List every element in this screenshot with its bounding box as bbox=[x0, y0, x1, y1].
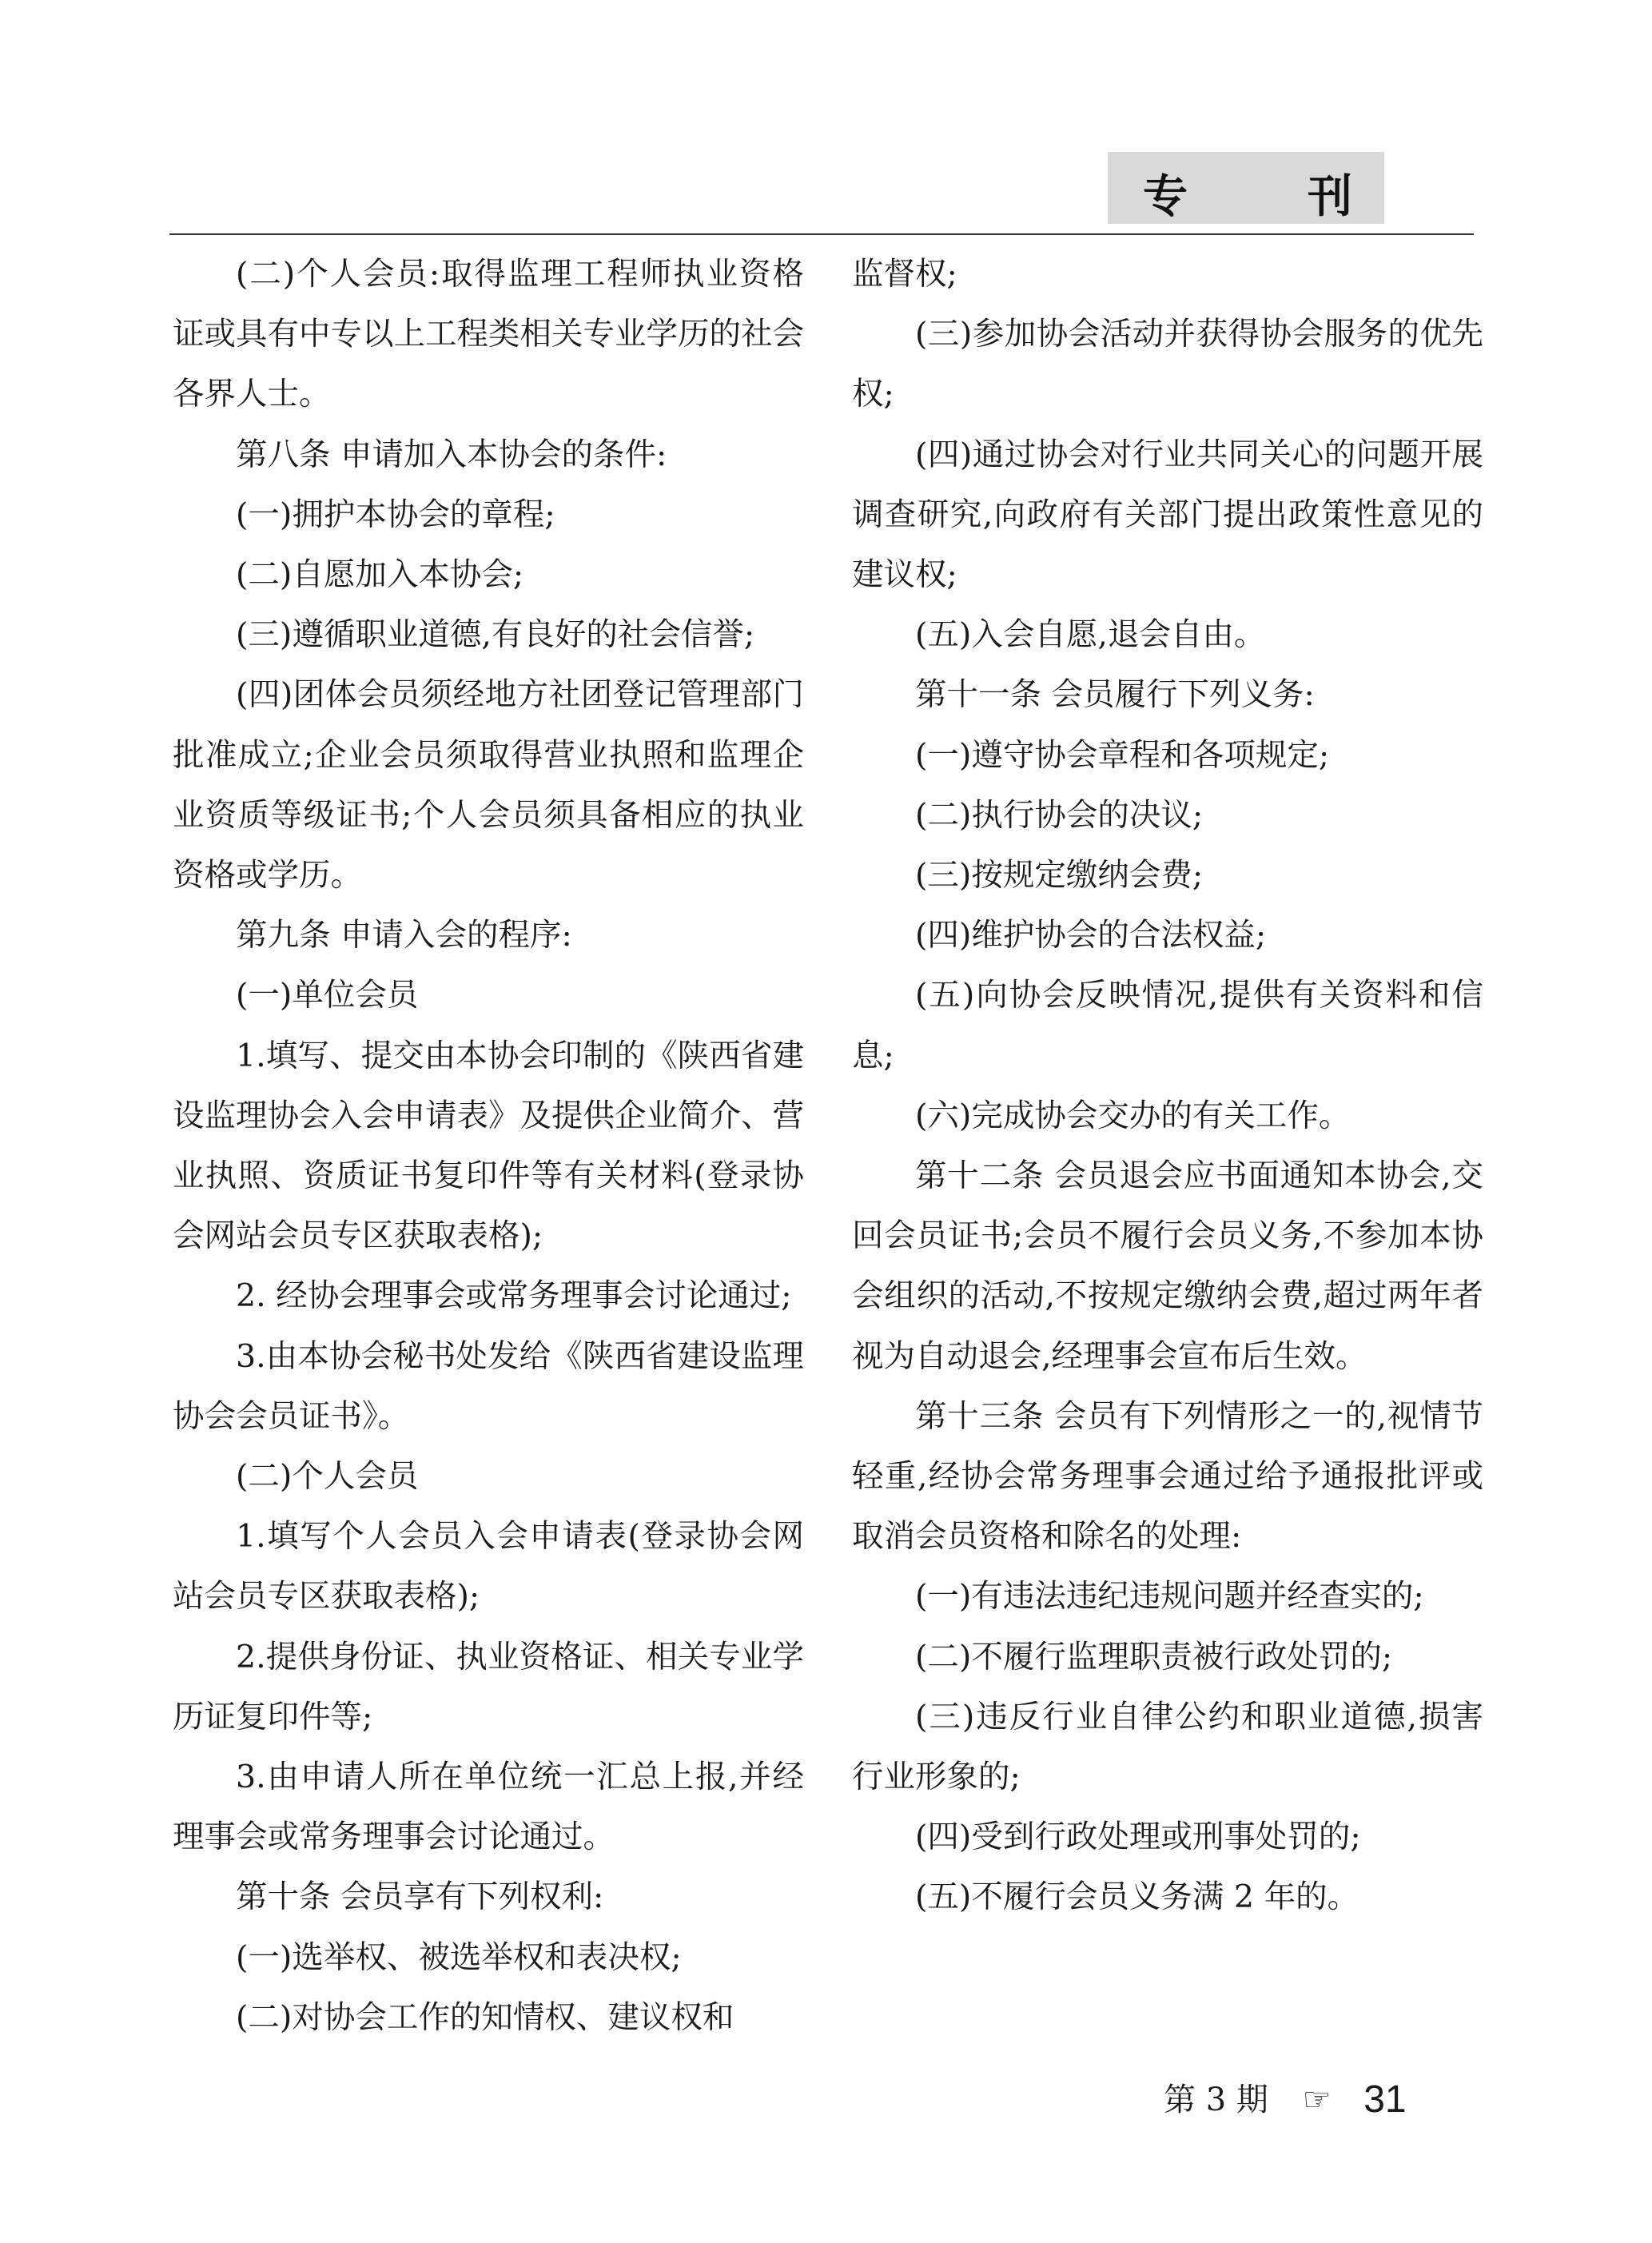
issue-label: 第 3 期 bbox=[1164, 2082, 1268, 2118]
paragraph: (五)入会自愿,退会自由。 bbox=[915, 616, 1266, 654]
paragraph: (五)不履行会员义务满 2 年的。 bbox=[915, 1878, 1359, 1916]
paragraph: (四)维护协会的合法权益; bbox=[915, 917, 1267, 954]
pointing-hand-icon: ☞ bbox=[1302, 2082, 1332, 2118]
paragraph: 3.由本协会秘书处发给《陕西省建设监理协会会员证书》。 bbox=[173, 1337, 804, 1435]
paragraph: (一)有违法违纪违规问题并经查实的; bbox=[915, 1578, 1424, 1616]
paragraph: 第十二条 会员退会应书面通知本协会,交回会员证书;会员不履行会员义务,不参加本协会组织的活动,不按规定缴纳会费,超过两年者视为自动退会,经理事会宣布后生效。 bbox=[852, 1157, 1483, 1375]
paragraph: (四)通过协会对行业共同关心的问题开展调查研究,向政府有关部门提出政策性意见的建议权; bbox=[852, 436, 1483, 594]
paragraph: (四)团体会员须经地方社团登记管理部门批准成立;企业会员须取得营业执照和监理企业资质等级证书;个人会员须具备相应的执业资格或学历。 bbox=[173, 676, 804, 894]
paragraph: 3.由申请人所在单位统一汇总上报,并经理事会或常务理事会讨论通过。 bbox=[173, 1759, 804, 1856]
paragraph: (二)对协会工作的知情权、建议权和 bbox=[236, 1998, 734, 2036]
right-column bbox=[852, 245, 1483, 1928]
paragraph: 第十条 会员享有下列权利: bbox=[236, 1878, 604, 1916]
paragraph: 1.填写个人会员入会申请表(登录协会网站会员专区获取表格); bbox=[173, 1518, 804, 1616]
paragraph: (二)不履行监理职责被行政处罚的; bbox=[915, 1638, 1393, 1675]
section-tab bbox=[1108, 152, 1384, 224]
paragraph: (一)选举权、被选举权和表决权; bbox=[236, 1938, 682, 1976]
paragraph: 第十一条 会员履行下列义务: bbox=[915, 676, 1315, 714]
page-number: 31 bbox=[1363, 2078, 1407, 2121]
section-label-char-2: 刊 bbox=[1308, 171, 1352, 223]
paragraph: (四)受到行政处理或刑事处罚的; bbox=[915, 1819, 1361, 1856]
paragraph: (三)参加协会活动并获得协会服务的优先权; bbox=[852, 316, 1483, 413]
paragraph: (二)执行协会的决议; bbox=[915, 796, 1204, 834]
paragraph: 第九条 申请入会的程序: bbox=[236, 917, 572, 954]
paragraph: (一)单位会员 bbox=[236, 977, 419, 1014]
paragraph: (三)按规定缴纳会费; bbox=[915, 857, 1204, 894]
paragraph: (一)遵守协会章程和各项规定; bbox=[915, 736, 1330, 774]
paragraph: 第八条 申请加入本协会的条件: bbox=[236, 436, 667, 473]
paragraph: 2. 经协会理事会或常务理事会讨论通过; bbox=[236, 1277, 792, 1315]
paragraph: 1.填写、提交由本协会印制的《陕西省建设监理协会入会申请表》及提供企业简介、营业执照、资质证书复印件等有关材料(登录协会网站会员专区获取表格); bbox=[173, 1037, 804, 1255]
paragraph: 2.提供身份证、执业资格证、相关专业学历证复印件等; bbox=[173, 1638, 804, 1735]
paragraph: (二)自愿加入本协会; bbox=[236, 556, 524, 594]
paragraph: 第十三条 会员有下列情形之一的,视情节轻重,经协会常务理事会通过给予通报批评或取消会员资格和除名的处理: bbox=[852, 1397, 1483, 1556]
paragraph: (一)拥护本协会的章程; bbox=[236, 496, 555, 533]
paragraph: (六)完成协会交办的有关工作。 bbox=[915, 1097, 1351, 1134]
section-label-char-1: 专 bbox=[1143, 171, 1188, 223]
paragraph: (五)向协会反映情况,提供有关资料和信息; bbox=[852, 977, 1483, 1074]
page-footer bbox=[1164, 2075, 1407, 2122]
left-column bbox=[173, 245, 804, 2048]
paragraph: (二)个人会员 bbox=[236, 1458, 419, 1496]
paragraph: (二)个人会员:取得监理工程师执业资格证或具有中专以上工程类相关专业学历的社会各界人士。 bbox=[173, 256, 804, 413]
paragraph: 监督权; bbox=[852, 256, 957, 293]
paragraph: (三)遵循职业道德,有良好的社会信誉; bbox=[236, 616, 755, 654]
header-rule bbox=[169, 233, 1474, 235]
paragraph: (三)违反行业自律公约和职业道德,损害行业形象的; bbox=[852, 1698, 1483, 1796]
